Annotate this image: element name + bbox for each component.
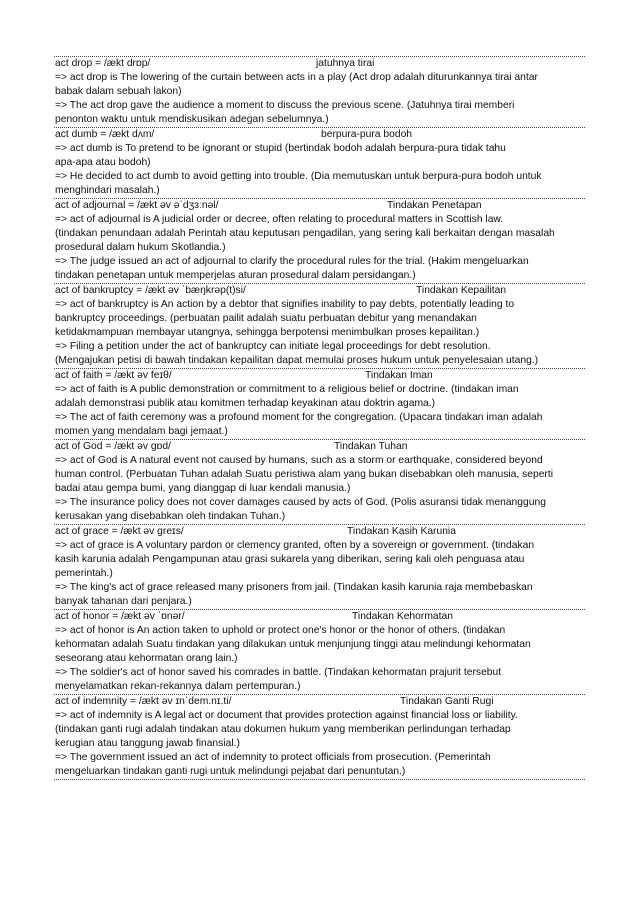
headword: act dumb = /ækt dʌm/ — [55, 129, 155, 140]
entry-header — [54, 57, 585, 71]
definition-line: => act dumb is To pretend to be ignorant or stupid (bertindak bodoh adalah berpura-pura tidak tahu — [55, 143, 506, 154]
headword: act drop = /ækt drɒp/ — [55, 58, 151, 69]
definition-line: pemerintah.) — [55, 568, 113, 579]
definition-line: human control. (Perbuatan Tuhan adalah Suatu peristiwa alam yang bukan disebabkan oleh manusia, seperti — [55, 469, 554, 480]
entry-act-drop — [54, 56, 585, 128]
definition-line: => act of adjournal is A judicial order or decree, often relating to procedural matters in Scottish law. — [55, 214, 504, 225]
definition-line: babak dalam sebuah lakon) — [55, 86, 182, 97]
example-line: tindakan penetapan untuk memperjelas aturan prosedural dalam persidangan.) — [55, 270, 416, 281]
entry-header — [54, 369, 585, 383]
example-line: => The king's act of grace released many prisoners from jail. (Tindakan kasih karunia raja membebaskan — [55, 582, 533, 593]
example-line: => The government issued an act of indemnity to protect officials from prosecution. (Pemerintah — [55, 752, 491, 763]
headword: act of honor = /ækt əv ˈɒnər/ — [55, 611, 185, 622]
translation: berpura-pura bodoh — [321, 129, 413, 140]
definition-line: => act of indemnity is A legal act or document that provides protection against financial loss or liability. — [55, 710, 518, 721]
headword: act of grace = /ækt əv ɡreɪs/ — [55, 526, 184, 537]
example-line: menyelamatkan rekan-rekannya dalam pertempuran.) — [55, 681, 301, 692]
entry-header — [54, 284, 585, 298]
entry-header — [54, 128, 585, 142]
example-line: => The soldier's act of honor saved his comrades in battle. (Tindakan kehormatan prajurit tersebut — [55, 667, 502, 678]
vocabulary-list — [54, 56, 585, 780]
example-line: menghindari masalah.) — [55, 185, 160, 196]
entry-header — [54, 525, 585, 539]
example-line: momen yang mendalam bagi jemaat.) — [55, 426, 228, 437]
definition-line: (tindakan penundaan adalah Perintah atau keputusan pengadilan, yang sering kali berkaitan dengan masalah — [55, 228, 555, 239]
entry-header — [54, 695, 585, 709]
definition-line: (tindakan ganti rugi adalah tindakan atau dokumen hukum yang memberikan perlindungan terhadap — [55, 724, 511, 735]
translation: Tindakan Iman — [365, 370, 433, 381]
definition-line: kehormatan adalah Suatu tindakan yang dilakukan untuk menjunjung tinggi atau melindungi kehormatan — [55, 639, 531, 650]
translation: Tindakan Kasih Karunia — [347, 526, 456, 537]
example-line: => The act drop gave the audience a moment to discuss the previous scene. (Jatuhnya tirai memberi — [55, 100, 515, 111]
example-line: => Filing a petition under the act of bankruptcy can initiate legal proceedings for debt resolution. — [55, 341, 491, 352]
example-line: => The judge issued an act of adjournal to clarify the procedural rules for the trial. (Hakim mengeluarkan — [55, 256, 529, 267]
entry-act-of-faith — [54, 369, 585, 440]
translation: Tindakan Kehormatan — [352, 611, 453, 622]
entry-act-of-bankruptcy — [54, 284, 585, 369]
entry-act-dumb — [54, 128, 585, 199]
headword: act of faith = /ækt əv feɪθ/ — [55, 370, 172, 381]
definition-line: seseorang atau kehormatan orang lain.) — [55, 653, 238, 664]
translation: Tindakan Tuhan — [334, 441, 408, 452]
definition-line: => act drop is The lowering of the curtain between acts in a play (Act drop adalah diturunkannya tirai antar — [55, 72, 538, 83]
example-line: => The act of faith ceremony was a profound moment for the congregation. (Upacara tindakan iman adalah — [55, 412, 543, 423]
definition-line: => act of grace is A voluntary pardon or clemency granted, often by a sovereign or government. (tindakan — [55, 540, 535, 551]
example-line: penonton waktu untuk mendiskusikan adegan sebelumnya.) — [55, 114, 329, 125]
example-line: kerusakan yang disebabkan oleh tindakan Tuhan.) — [55, 511, 286, 522]
example-line: => He decided to act dumb to avoid getting into trouble. (Dia memutuskan untuk berpura-pura bodoh untuk — [55, 171, 542, 182]
example-line: mengeluarkan tindakan ganti rugi untuk melindungi pejabat dari penuntutan.) — [55, 766, 406, 777]
definition-line: kerugian atau tanggung jawab finansial.) — [55, 738, 240, 749]
definition-line: badai atau gempa bumi, yang dianggap di luar kendali manusia.) — [55, 483, 351, 494]
translation: Tindakan Kepailitan — [416, 285, 507, 296]
translation: Tindakan Penetapan — [387, 200, 482, 211]
entry-act-of-indemnity — [54, 695, 585, 780]
entry-act-of-god — [54, 440, 585, 525]
definition-line: kasih karunia adalah Pengampunan atau grasi sukarela yang diberikan, sering kali oleh penguasa atau — [55, 554, 525, 565]
translation: jatuhnya tirai — [316, 58, 375, 69]
headword: act of bankruptcy = /ækt əv ˈbæŋkrəp(t)si/ — [55, 285, 246, 296]
definition-line: => act of faith is A public demonstration or commitment to a religious belief or doctrine. (tindakan iman — [55, 384, 519, 395]
headword: act of adjournal = /ækt əv əˈdʒɜːnəl/ — [55, 200, 219, 211]
definition-line: bankruptcy proceedings. (perbuatan pailit adalah suatu perbuatan debitur yang menandakan — [55, 313, 477, 324]
definition-line: adalah demonstrasi publik atau komitmen terhadap keyakinan atau doktrin agama.) — [55, 398, 436, 409]
definition-line: ketidakmampuan membayar utangnya, sehingga berpotensi menimbulkan proses kepailitan.) — [55, 327, 480, 338]
headword: act of God = /ækt əv ɡɒd/ — [55, 441, 171, 452]
entry-header — [54, 440, 585, 454]
definition-line: apa-apa atau bodoh) — [55, 157, 151, 168]
definition-line: prosedural dalam hukum Skotlandia.) — [55, 242, 226, 253]
example-line: banyak tahanan dari penjara.) — [55, 596, 192, 607]
entry-act-of-grace — [54, 525, 585, 610]
definition-line: => act of honor is An action taken to uphold or protect one's honor or the honor of others. (tindakan — [55, 625, 506, 636]
entry-act-of-honor — [54, 610, 585, 695]
definition-line: => act of God is A natural event not caused by humans, such as a storm or earthquake, considered beyond — [55, 455, 543, 466]
entry-header — [54, 610, 585, 624]
definition-line: => act of bankruptcy is An action by a debtor that signifies inability to pay debts, potentially leading to — [55, 299, 515, 310]
example-line: (Mengajukan petisi di bawah tindakan kepailitan dapat memulai proses hukum untuk penyelesaian utang.) — [55, 355, 539, 366]
entry-act-of-adjournal — [54, 199, 585, 284]
headword: act of indemnity = /ækt əv ɪnˈdem.nɪ.ti/ — [55, 696, 232, 707]
entry-header — [54, 199, 585, 213]
translation: Tindakan Ganti Rugi — [400, 696, 494, 707]
example-line: => The insurance policy does not cover damages caused by acts of God. (Polis asuransi tidak menanggung — [55, 497, 546, 508]
